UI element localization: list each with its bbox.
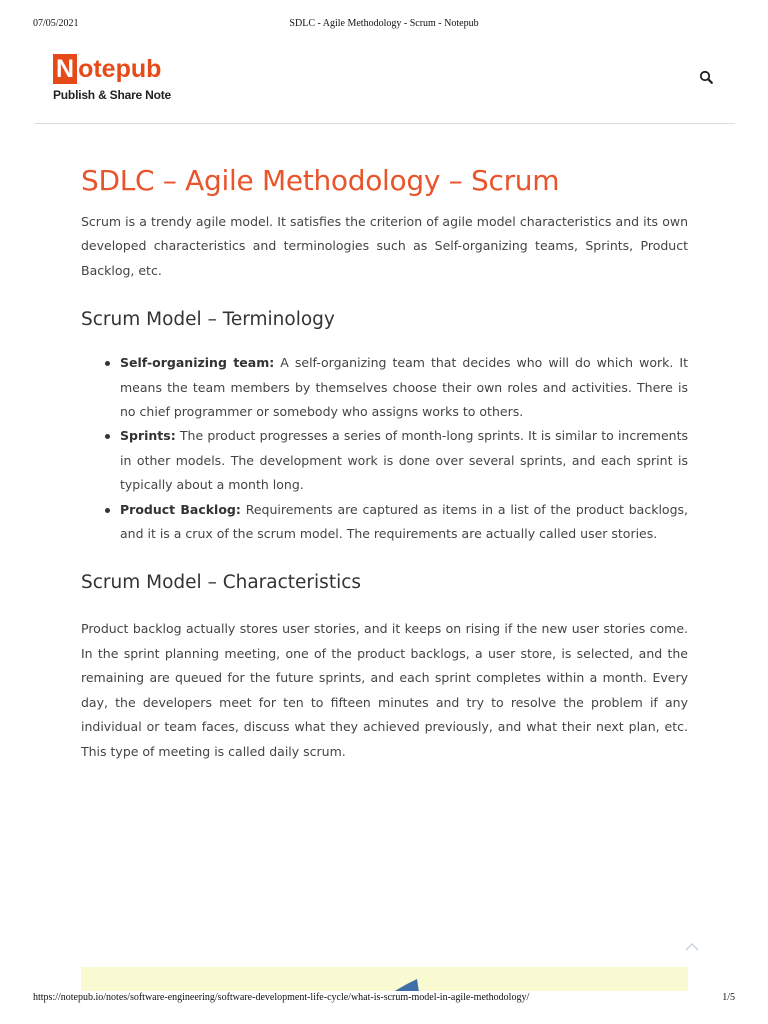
chevron-up-icon[interactable] [684,938,700,950]
banner-graphic [393,978,437,991]
print-footer [0,992,768,1006]
search-icon[interactable] [697,68,717,88]
term-label: Product Backlog: [120,501,241,517]
print-date: 07/05/2021 [33,18,79,29]
print-page-title: SDLC - Agile Methodology - Scrum - Notepub [289,18,479,29]
characteristics-paragraph: Product backlog actually stores user stories, and it keeps on rising if the new user stories come. In the sprint planning meeting, one of the product backlogs, a user store, is selected, and the remaining are queued for the future sprints, and each sprint completes within a month. Every day, the developers meet for ten to fifteen minutes and try to resolve the problem if any individual or team faces, discuss what they achieved previously, and what their next plan, etc. This type of meeting is called daily scrum. [81,621,688,759]
term-description: A self-organizing team that decides who will do which work. It means the team members by themselves choose their own roles and activities. There is no chief programmer or somebody who assigns works to others. [120,355,688,420]
term-label: Sprints: [120,428,176,444]
print-header [0,18,768,32]
page-title: SDLC – Agile Methodology – Scrum [81,164,560,197]
intro-paragraph: Scrum is a trendy agile model. It satisfies the criterion of agile model characteristics and its own developed characteristics and terminologies such as Self-organizing teams, Sprints, Product Backlog, etc. [81,214,688,278]
term-label: Self-organizing team: [120,355,275,371]
ad-banner[interactable] [81,967,688,991]
site-header [35,52,735,124]
characteristics-heading: Scrum Model – Characteristics [81,572,362,594]
article [81,160,688,764]
print-url: https://notepub.io/notes/software-engineering/software-development-life-cycle/what-is-scrum-model-in-agile-methodology/ [33,992,530,1003]
term-description: The product progresses a series of month-long sprints. It is similar to increments in other models. The development work is done over several sprints, and each sprint is typically about a month long. [120,428,688,493]
list-item [120,424,688,497]
logo-initial: N [53,54,77,84]
term-description: Requirements are captured as items in a list of the product backlogs, and it is a crux of the scrum model. The requirements are actually called user stories. [120,501,688,542]
terminology-list [81,351,688,546]
list-item [120,498,688,547]
logo-wordmark [53,52,171,86]
list-item [120,351,688,424]
print-page-number: 1/5 [722,992,735,1003]
logo-name-rest: otepub [78,55,162,83]
terminology-heading: Scrum Model – Terminology [81,309,335,331]
site-logo[interactable] [53,52,171,102]
logo-tagline: Publish & Share Note [53,88,172,102]
